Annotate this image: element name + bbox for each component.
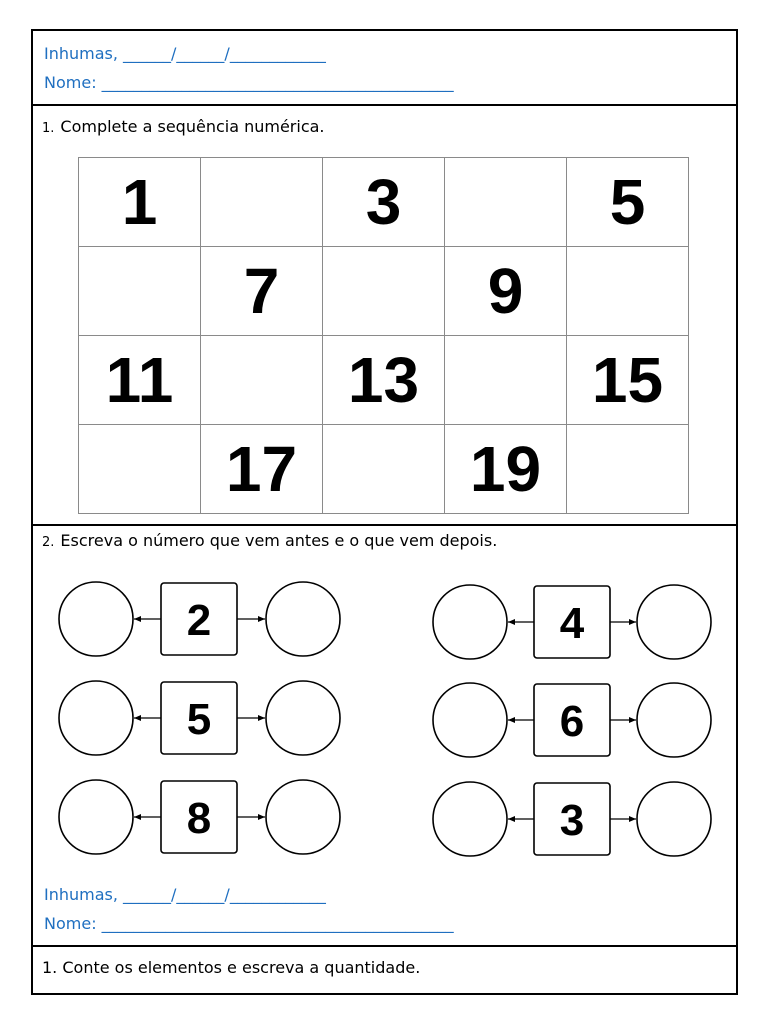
number-box-value: 4: [559, 599, 585, 648]
grid-cell[interactable]: 19: [445, 425, 567, 514]
before-answer-circle[interactable]: [433, 683, 507, 757]
before-answer-circle[interactable]: [59, 681, 133, 755]
after-answer-circle[interactable]: [266, 582, 340, 656]
grid-cell[interactable]: 17: [201, 425, 323, 514]
grid-cell[interactable]: 5: [567, 158, 689, 247]
question-2-text: Escreva o número que vem antes e o que vem depois.: [60, 531, 498, 550]
grid-cell[interactable]: 7: [201, 247, 323, 336]
question-1-text: Complete a sequência numérica.: [60, 117, 325, 136]
question-1-number: 1.: [42, 121, 55, 136]
after-answer-circle[interactable]: [266, 780, 340, 854]
number-box-value: 8: [186, 794, 212, 843]
name-line[interactable]: Nome: ____________________________________________: [44, 73, 454, 92]
grid-cell[interactable]: 13: [323, 336, 445, 425]
before-answer-circle[interactable]: [59, 780, 133, 854]
before-answer-circle[interactable]: [59, 582, 133, 656]
number-box-value: 6: [559, 697, 585, 746]
question-3-text: 1. Conte os elementos e escreva a quantidade.: [42, 958, 421, 977]
after-answer-circle[interactable]: [637, 585, 711, 659]
date-line[interactable]: Inhumas, ______/______/____________: [44, 44, 326, 63]
number-box-value: 5: [186, 695, 212, 744]
divider: [31, 945, 736, 947]
before-answer-circle[interactable]: [433, 585, 507, 659]
date-line[interactable]: Inhumas, ______/______/____________: [44, 885, 326, 904]
after-answer-circle[interactable]: [637, 683, 711, 757]
grid-cell[interactable]: 9: [445, 247, 567, 336]
grid-cell[interactable]: 1: [79, 158, 201, 247]
number-box-value: 2: [186, 596, 212, 645]
grid-cell[interactable]: 11: [79, 336, 201, 425]
after-answer-circle[interactable]: [266, 681, 340, 755]
number-box-value: 3: [559, 796, 585, 845]
question-2-number: 2.: [42, 535, 55, 550]
grid-cell[interactable]: 15: [567, 336, 689, 425]
grid-cell[interactable]: 3: [323, 158, 445, 247]
before-answer-circle[interactable]: [433, 782, 507, 856]
name-line[interactable]: Nome: ____________________________________________: [44, 914, 454, 933]
after-answer-circle[interactable]: [637, 782, 711, 856]
